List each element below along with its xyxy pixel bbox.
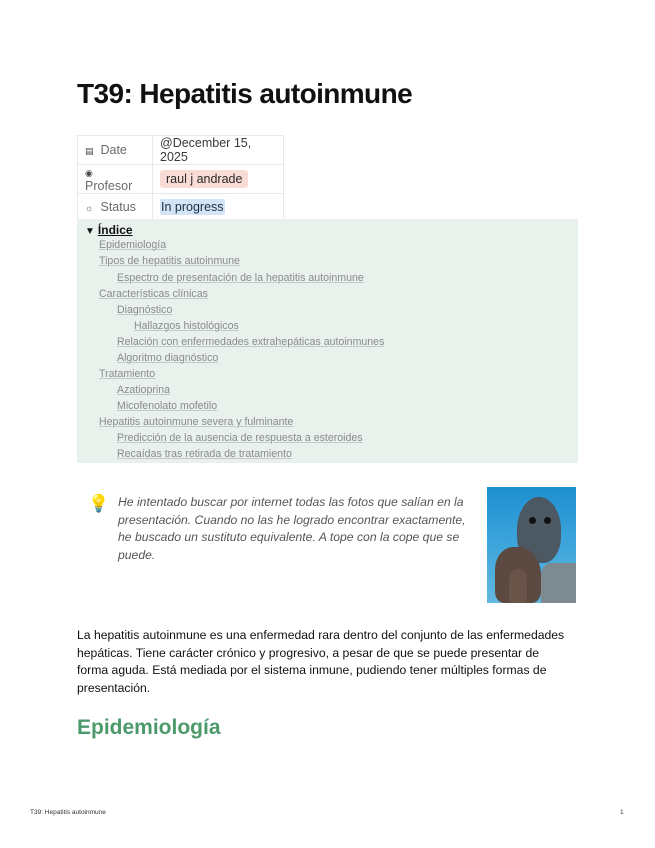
callout-line: puede. [118, 548, 156, 563]
toc-item-caracteristicas[interactable]: Características clínicas [99, 288, 208, 300]
property-value-status[interactable] [153, 194, 284, 221]
hand-shape [495, 547, 541, 603]
toc-toggle[interactable] [85, 223, 133, 237]
table-of-contents [77, 219, 578, 463]
page-title: T39: Hepatitis autoinmune [77, 78, 413, 109]
paragraph-line: hepáticas. Tiene carácter crónico y progresivo, a pesar de que se puede presentar de [77, 645, 540, 660]
toc-item-algoritmo[interactable]: Algoritmo diagnóstico [117, 352, 219, 364]
toc-item-azatioprina[interactable]: Azatioprina [117, 384, 170, 396]
seal-eye-right [544, 517, 551, 524]
rock-shape [541, 563, 576, 603]
paragraph-line: presentación. [77, 680, 151, 695]
property-value-profesor[interactable] [153, 165, 284, 194]
callout-line: He intentado buscar por internet todas las fotos que salían en la [118, 495, 464, 509]
calendar-icon: ▤ [85, 146, 94, 156]
toc-item-relacion[interactable]: Relación con enfermedades extrahepáticas autoinmunes [117, 336, 385, 348]
toc-title: Índice [97, 223, 133, 237]
paragraph-line: forma aguda. Está mediada por el sistema inmune, pudiendo tener múltiples formas de [77, 663, 547, 678]
toc-item-epidemiologia[interactable]: Epidemiología [99, 239, 167, 251]
toc-item-hallazgos[interactable]: Hallazgos histológicos [134, 320, 239, 332]
property-row-status [78, 194, 284, 221]
toc-item-tipos[interactable]: Tipos de hepatitis autoinmune [99, 255, 240, 267]
profesor-tag[interactable]: raul j andrade [160, 170, 248, 188]
properties-table [77, 135, 284, 221]
toc-item-recaidas[interactable]: Recaídas tras retirada de tratamiento [117, 448, 292, 460]
footer-title: T39: Hepatitis autoinmune [30, 809, 106, 816]
intro-paragraph [77, 627, 577, 697]
toc-item-prediccion[interactable]: Predicción de la ausencia de respuesta a esteroides [117, 432, 363, 444]
property-value-date[interactable]: @December 15, 2025 [153, 136, 284, 165]
property-row-date [78, 136, 284, 165]
triangle-down-icon[interactable]: ▼ [85, 226, 95, 237]
property-key-date: ▤ Date [78, 136, 153, 165]
property-key-profesor: ◉ Profesor [78, 165, 153, 194]
seal-thumbs-up-photo [487, 487, 576, 603]
seal-eye-left [529, 517, 536, 524]
property-row-profesor [78, 165, 284, 194]
toc-item-diagnostico[interactable]: Diagnóstico [117, 304, 173, 316]
toc-item-espectro[interactable]: Espectro de presentación de la hepatitis autoinmune [117, 272, 364, 284]
lightbulb-icon: 💡 [88, 494, 110, 513]
callout-line: presentación. Cuando no las he logrado encontrar exactamente, [118, 512, 466, 527]
paragraph-line: La hepatitis autoinmune es una enfermedad rara dentro del conjunto de las enfermedades [77, 628, 565, 642]
toc-item-tratamiento[interactable]: Tratamiento [99, 368, 156, 380]
status-tag[interactable]: In progress [161, 200, 224, 214]
section-heading-epidemiologia: Epidemiología [77, 716, 221, 739]
callout-text [118, 494, 478, 565]
footer-page-number: 1 [620, 809, 624, 816]
callout-line: he buscado un sustituto equivalente. A tope con la cope que se [118, 530, 460, 545]
thumb-shape [509, 569, 527, 603]
person-icon: ◉ [85, 168, 93, 178]
toc-item-micofenolato[interactable]: Micofenolato mofetilo [117, 400, 218, 412]
status-icon: ☼ [85, 203, 94, 213]
property-key-status: ☼ Status [78, 194, 153, 221]
toc-item-severa[interactable]: Hepatitis autoinmune severa y fulminante [99, 416, 294, 428]
